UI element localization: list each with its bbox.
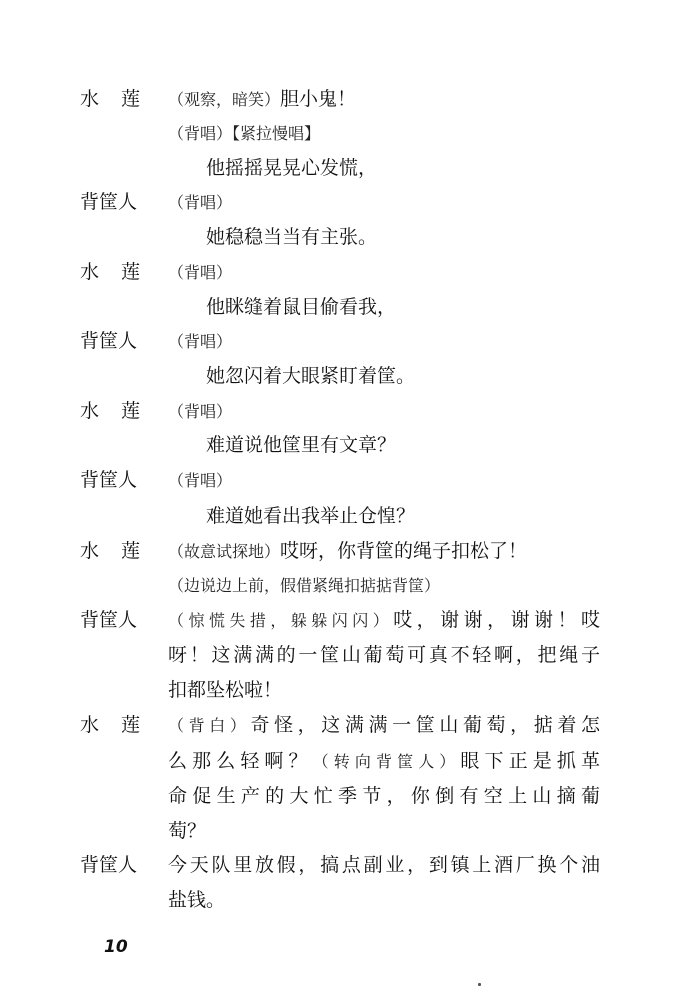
speaker-shuilian: 水莲 <box>80 88 163 110</box>
dialogue: 哎，谢谢，谢谢！哎 <box>393 609 600 631</box>
speaker-beikuangren: 背筐人 <box>80 330 138 352</box>
dialogue: 呀！这满满的一筐山葡萄可真不轻啊，把绳子 <box>168 644 600 666</box>
speaker-beikuangren: 背筐人 <box>80 854 138 876</box>
stage-direction: （背唱） <box>168 402 233 421</box>
speaker-beikuangren: 背筐人 <box>80 191 138 213</box>
script-line <box>168 748 600 775</box>
script-line <box>168 607 600 634</box>
stage-direction: （背唱） <box>168 332 233 351</box>
sung-line: 她忽闪着大眼紧盯着筐。 <box>206 365 416 387</box>
stage-direction: （转向背筐人） <box>312 752 461 771</box>
dialogue: 胆小鬼！ <box>280 88 357 110</box>
script-line <box>168 538 600 565</box>
page-number: 10 <box>104 937 128 957</box>
script-line <box>168 712 600 739</box>
speaker-shuilian: 水莲 <box>80 261 163 283</box>
dialogue: 眼下正是抓革 <box>460 750 600 772</box>
stage-direction: （故意试探地） <box>168 542 281 561</box>
speaker-shuilian: 水莲 <box>80 540 163 562</box>
stage-direction: （背白） <box>168 716 251 735</box>
dialogue: 萄？ <box>168 820 207 842</box>
sung-line: 她稳稳当当有主张。 <box>206 226 378 248</box>
stage-direction: （惊慌失措，躲躲闪闪） <box>168 611 394 630</box>
speaker-beikuangren: 背筐人 <box>80 609 138 631</box>
script-line <box>168 86 600 113</box>
print-speck <box>478 983 481 986</box>
stage-direction: （观察，暗笑） <box>168 90 281 109</box>
stage-direction: （背唱） <box>168 471 233 490</box>
dialogue: 奇怪，这满满一筐山葡萄，掂着怎 <box>250 714 600 736</box>
stage-direction: （背唱） <box>168 193 233 212</box>
sung-line: 他眯缝着鼠目偷看我， <box>206 296 397 318</box>
dialogue: 命促生产的大忙季节，你倒有空上山摘葡 <box>168 785 600 807</box>
dialogue: 扣都坠松啦！ <box>168 679 283 701</box>
sung-line: 难道她看出我举止仓惶？ <box>206 505 416 527</box>
dialogue: 今天队里放假，搞点副业，到镇上酒厂换个油 <box>168 854 600 876</box>
stage-direction: （背唱）【紧拉慢唱】 <box>168 124 321 143</box>
sung-line: 他摇摇晃晃心发慌， <box>206 157 378 179</box>
speaker-shuilian: 水莲 <box>80 714 163 736</box>
stage-direction: （边说边上前，假借紧绳扣掂掂背筐） <box>168 576 441 595</box>
stage-direction: （背唱） <box>168 263 233 282</box>
dialogue: 盐钱。 <box>168 889 226 911</box>
speaker-beikuangren: 背筐人 <box>80 469 138 491</box>
dialogue: 哎呀，你背筐的绳子扣松了！ <box>280 540 528 562</box>
speaker-shuilian: 水莲 <box>80 400 163 422</box>
sung-line: 难道说他筐里有文章？ <box>206 434 397 456</box>
dialogue: 么那么轻啊？ <box>168 750 313 772</box>
